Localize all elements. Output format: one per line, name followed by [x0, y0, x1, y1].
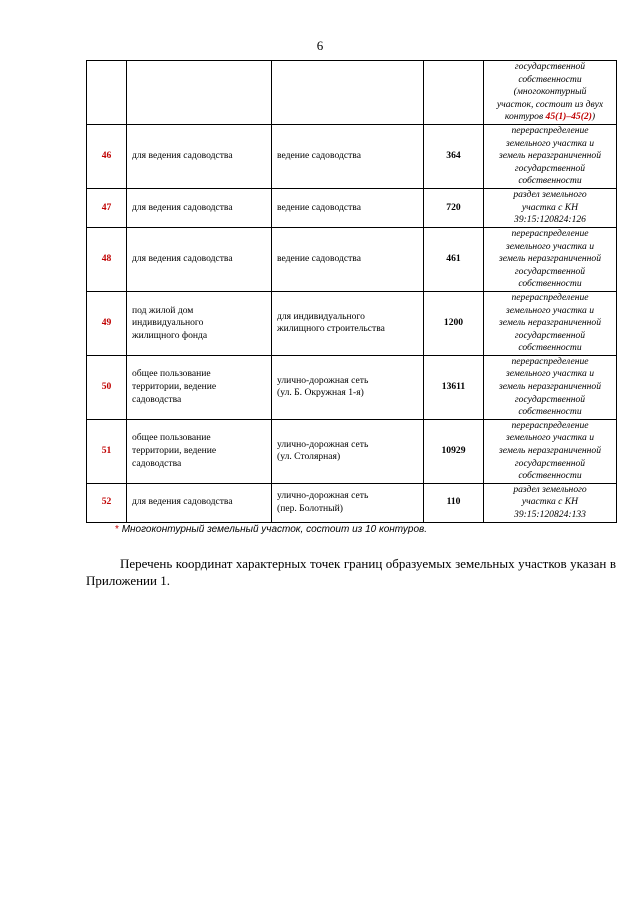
cell-use-line: общее пользование — [132, 432, 211, 444]
cell-note-line: 39:15:120824:126 — [514, 214, 586, 226]
table-row — [87, 355, 617, 419]
cell-use-line: общее пользование — [132, 368, 211, 380]
cell-note — [484, 188, 617, 227]
cell-use-line: для ведения садоводства — [132, 201, 233, 213]
cell-purpose-line: улично-дорожная сеть — [277, 490, 369, 502]
cell-note — [484, 61, 617, 125]
cell-note-line: земельного участка и — [505, 240, 594, 252]
cell-note-line: собственности — [518, 175, 582, 187]
cell-area: 13611 — [424, 355, 484, 419]
cell-purpose-line: (пер. Болотный) — [277, 502, 343, 514]
cell-note — [484, 124, 617, 188]
land-plots-table — [86, 60, 617, 523]
cell-note-line: перераспределение — [511, 355, 589, 367]
table-row — [87, 419, 617, 483]
cell-note-line: участка с КН — [521, 496, 579, 508]
table-row — [87, 188, 617, 227]
cell-use-line: территории, ведение — [132, 381, 217, 393]
note-text: контуров — [504, 111, 546, 123]
cell-purpose — [272, 291, 424, 355]
cell-area — [424, 61, 484, 125]
cell-use — [127, 227, 272, 291]
cell-note-line: 39:15:120824:133 — [514, 509, 586, 520]
cell-note-line: перераспределение — [511, 291, 589, 303]
note-line: собственности — [518, 73, 582, 85]
cell-note-line: государственной — [514, 265, 586, 277]
cell-note — [484, 419, 617, 483]
cell-purpose-line: ведение садоводства — [277, 253, 361, 265]
footnote — [115, 524, 427, 535]
cell-note-line: перераспределение — [511, 227, 589, 239]
cell-num: 51 — [87, 419, 127, 483]
cell-use — [127, 291, 272, 355]
cell-note-line: земель неразграниченной — [498, 445, 602, 457]
cell-note-line: перераспределение — [511, 124, 589, 136]
cell-purpose-line: (ул. Столярная) — [277, 451, 341, 463]
note-line: участок, состоит из двух — [496, 98, 604, 110]
table-row — [87, 124, 617, 188]
cell-purpose — [272, 124, 424, 188]
cell-use — [127, 483, 272, 522]
cell-purpose — [272, 61, 424, 125]
cell-use-line: садоводства — [132, 457, 182, 469]
cell-note-line: земельного участка и — [505, 368, 594, 380]
cell-note-line: собственности — [518, 470, 582, 482]
cell-area: 110 — [424, 483, 484, 522]
cell-note-line: государственной — [514, 162, 586, 174]
page-number: 6 — [316, 38, 324, 53]
cell-note-line: земель неразграниченной — [498, 381, 602, 393]
note-line: государственной — [514, 61, 586, 72]
cell-purpose-line: ведение садоводства — [277, 201, 361, 213]
cell-purpose-line: улично-дорожная сеть — [277, 374, 369, 386]
cell-note-line: собственности — [518, 278, 582, 290]
cell-purpose-line: (ул. Б. Окружная 1-я) — [277, 387, 364, 399]
cell-area: 720 — [424, 188, 484, 227]
cell-note — [484, 483, 617, 522]
cell-num: 50 — [87, 355, 127, 419]
cell-note-line: земель неразграниченной — [498, 253, 602, 265]
table-row — [87, 291, 617, 355]
cell-use-line: под жилой дом — [132, 304, 194, 316]
table-row-continued — [87, 61, 617, 125]
cell-note-line: собственности — [518, 342, 582, 354]
cell-purpose — [272, 419, 424, 483]
cell-note — [484, 355, 617, 419]
cell-use — [127, 188, 272, 227]
cell-use-line: территории, ведение — [132, 445, 217, 457]
cell-note-line: раздел земельного — [513, 483, 587, 495]
cell-num: 47 — [87, 188, 127, 227]
cell-use-line: индивидуального — [132, 317, 204, 329]
cell-num: 46 — [87, 124, 127, 188]
cell-purpose-line: ведение садоводства — [277, 150, 361, 162]
cell-use — [127, 61, 272, 125]
cell-note-line: государственной — [514, 393, 586, 405]
cell-use-line: жилищного фонда — [132, 329, 208, 341]
cell-use-line: для ведения садоводства — [132, 253, 233, 265]
cell-area: 364 — [424, 124, 484, 188]
cell-note-line: земель неразграниченной — [498, 317, 602, 329]
cell-note-line: раздел земельного — [513, 189, 587, 201]
cell-note-line: земель неразграниченной — [498, 150, 602, 162]
cell-num: 49 — [87, 291, 127, 355]
cell-num — [87, 61, 127, 125]
cell-num: 52 — [87, 483, 127, 522]
cell-purpose — [272, 483, 424, 522]
cell-use — [127, 419, 272, 483]
cell-purpose-line: улично-дорожная сеть — [277, 438, 369, 450]
body-paragraph: Перечень координат характерных точек границ образуемых земельных участков указан в Приложении 1. — [86, 556, 616, 588]
cell-purpose — [272, 188, 424, 227]
cell-use — [127, 355, 272, 419]
contours-highlight: 45(1)–45(2) — [545, 111, 592, 123]
cell-note-line: перераспределение — [511, 419, 589, 431]
footnote-mark: * — [115, 524, 119, 535]
cell-note-line: земельного участка и — [505, 304, 594, 316]
cell-note-line: земельного участка и — [505, 432, 594, 444]
note-line: (многоконтурный — [513, 86, 587, 98]
cell-note — [484, 291, 617, 355]
table-row — [87, 227, 617, 291]
cell-purpose — [272, 355, 424, 419]
cell-use — [127, 124, 272, 188]
note-text: ) — [591, 111, 596, 123]
cell-note — [484, 227, 617, 291]
cell-note-line: государственной — [514, 329, 586, 341]
cell-use-line: для ведения садоводства — [132, 496, 233, 508]
cell-note-line: государственной — [514, 457, 586, 469]
cell-note-line: земельного участка и — [505, 137, 594, 149]
cell-note-line: собственности — [518, 406, 582, 418]
cell-area: 461 — [424, 227, 484, 291]
cell-note-line: участка с КН — [521, 201, 579, 213]
cell-purpose-line: жилищного строительства — [277, 323, 385, 335]
table-row — [87, 483, 617, 522]
cell-purpose-line: для индивидуального — [277, 310, 365, 322]
cell-use-line: садоводства — [132, 393, 182, 405]
cell-area: 1200 — [424, 291, 484, 355]
note-line — [489, 111, 611, 124]
cell-area: 10929 — [424, 419, 484, 483]
cell-purpose — [272, 227, 424, 291]
cell-num: 48 — [87, 227, 127, 291]
cell-use-line: для ведения садоводства — [132, 150, 233, 162]
footnote-text: Многоконтурный земельный участок, состоит из 10 контуров. — [121, 524, 428, 535]
